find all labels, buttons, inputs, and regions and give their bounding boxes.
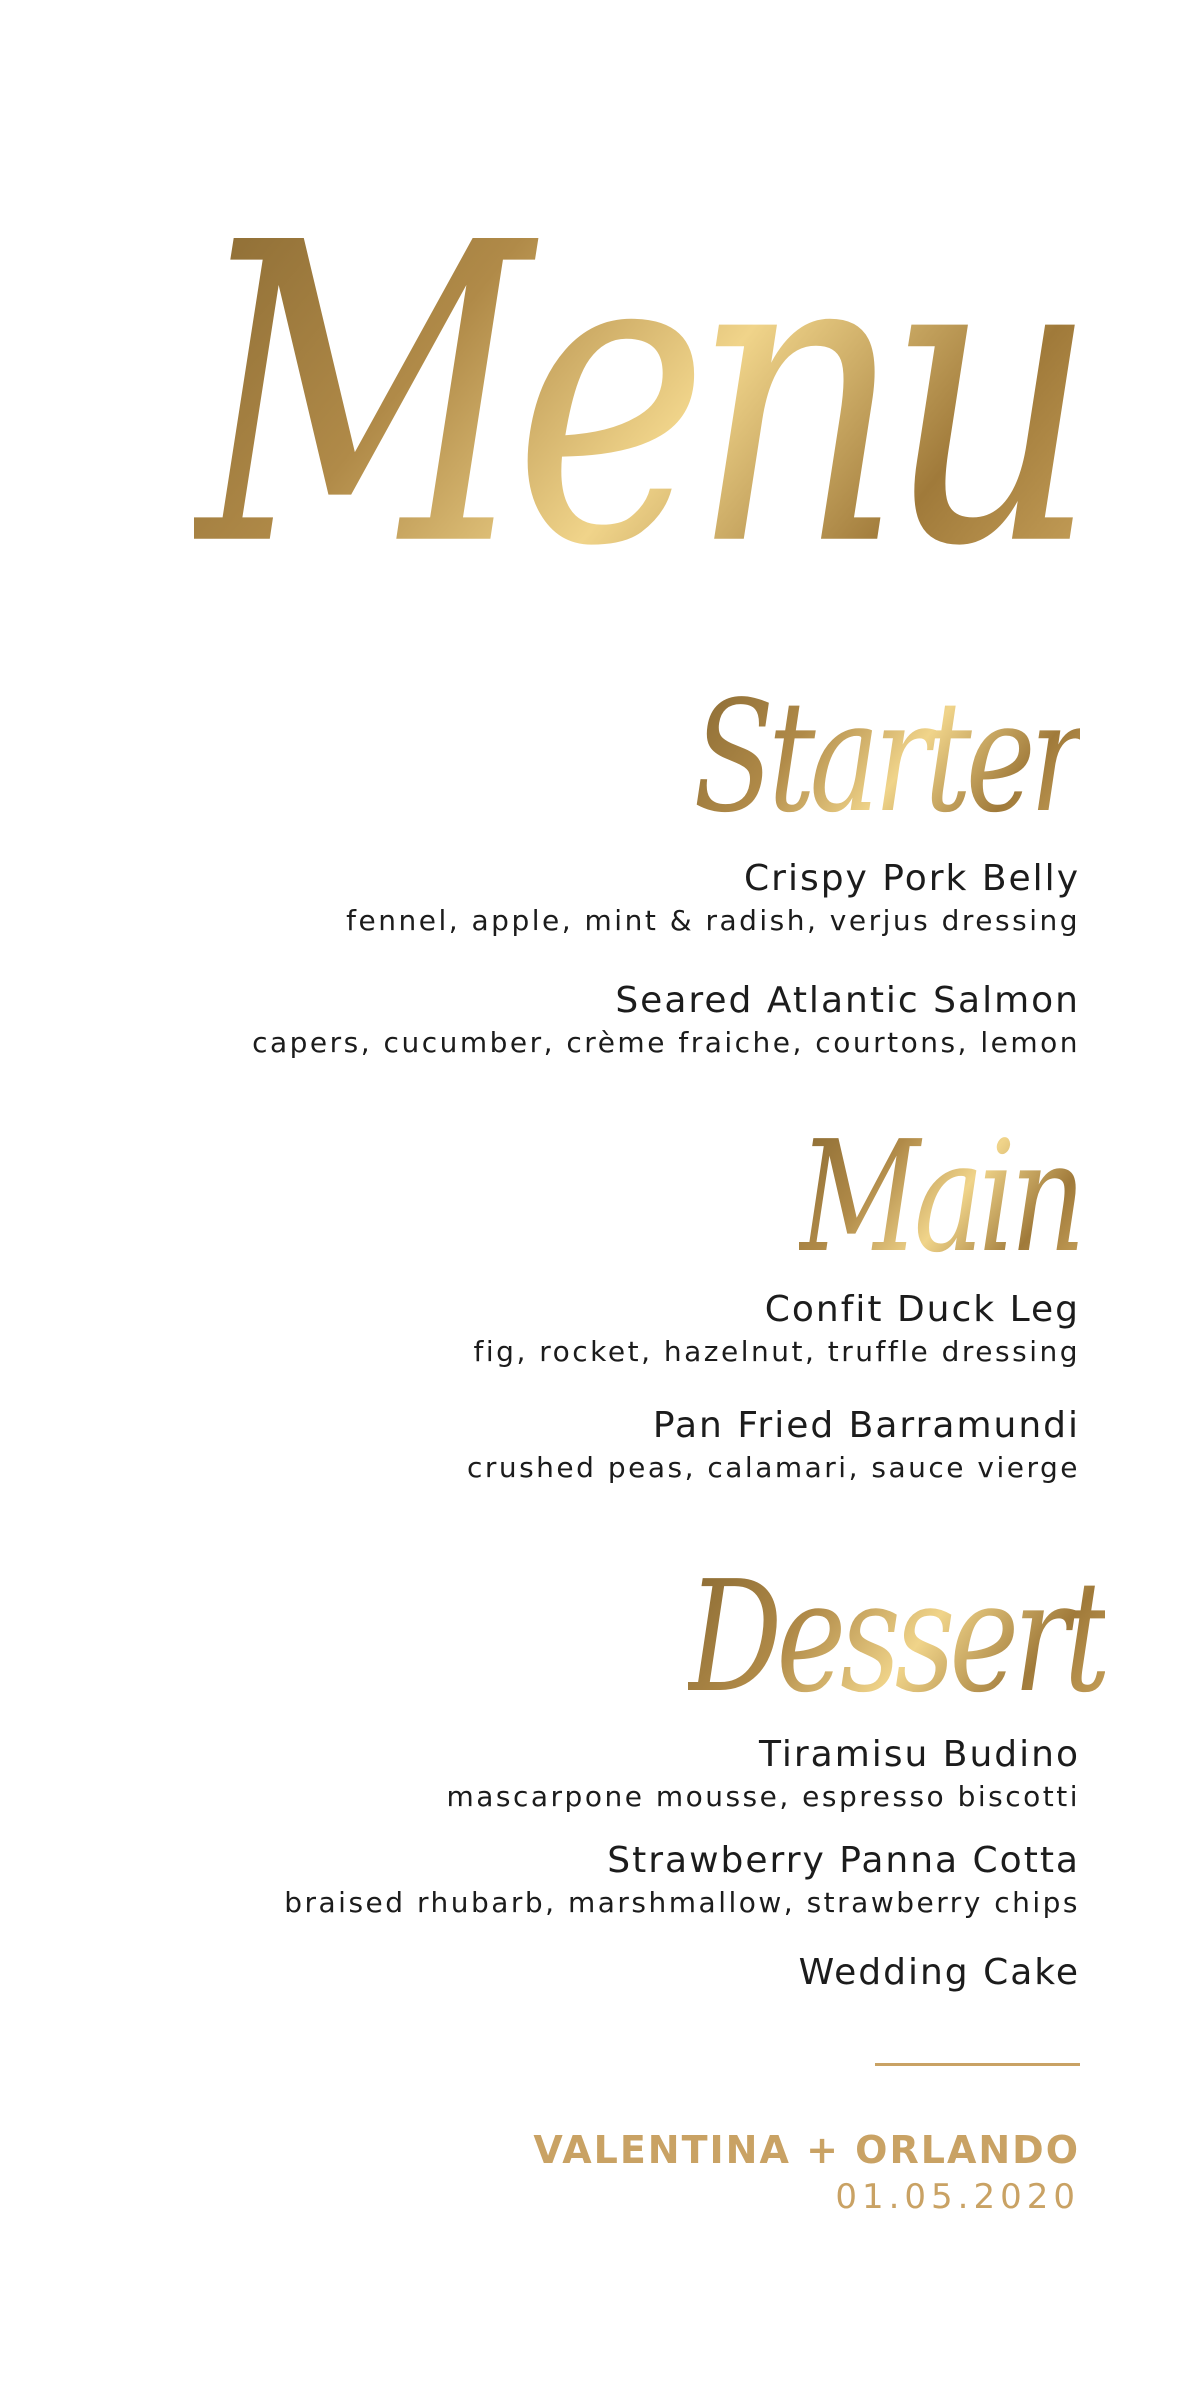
dish-name: Pan Fried Barramundi bbox=[652, 1405, 1080, 1446]
dish-name: Seared Atlantic Salmon bbox=[615, 980, 1080, 1021]
dish-description: braised rhubarb, marshmallow, strawberry chips bbox=[284, 1886, 1080, 1919]
dish-name: Crispy Pork Belly bbox=[744, 858, 1080, 899]
dish-tiramisu-budino bbox=[80, 1733, 1080, 1817]
dish-crispy-pork-belly bbox=[80, 857, 1080, 941]
dish-description: mascarpone mousse, espresso biscotti bbox=[446, 1780, 1080, 1813]
section-heading-starter: Starter bbox=[693, 667, 1080, 847]
dish-description: crushed peas, calamari, sauce vierge bbox=[466, 1451, 1080, 1484]
dish-description: fennel, apple, mint & radish, verjus dressing bbox=[346, 904, 1080, 937]
dish-seared-atlantic-salmon bbox=[80, 979, 1080, 1063]
section-heading-main: Main bbox=[799, 1107, 1080, 1287]
dish-name: Tiramisu Budino bbox=[758, 1734, 1080, 1775]
couple-names: VALENTINA + ORLANDO bbox=[533, 2128, 1080, 2172]
dish-confit-duck-leg bbox=[80, 1288, 1080, 1372]
dish-name: Wedding Cake bbox=[798, 1952, 1080, 1993]
dish-wedding-cake bbox=[80, 1951, 1080, 1995]
menu-title: Menu bbox=[193, 156, 1080, 637]
footer-divider bbox=[875, 2063, 1080, 2066]
wedding-date: 01.05.2020 bbox=[835, 2177, 1080, 2217]
dish-strawberry-panna-cotta bbox=[80, 1839, 1080, 1923]
dish-name: Strawberry Panna Cotta bbox=[607, 1840, 1080, 1881]
dish-description: fig, rocket, hazelnut, truffle dressing bbox=[473, 1335, 1080, 1368]
dish-description: capers, cucumber, crème fraiche, courtons, lemon bbox=[252, 1026, 1080, 1059]
section-heading-dessert: Dessert bbox=[687, 1547, 1105, 1727]
dish-name: Confit Duck Leg bbox=[764, 1289, 1080, 1330]
dish-pan-fried-barramundi bbox=[80, 1404, 1080, 1488]
